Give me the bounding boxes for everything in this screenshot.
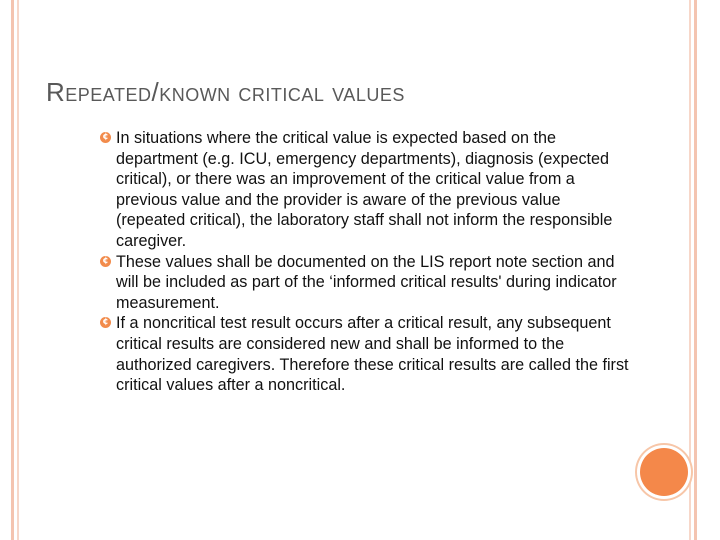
bullet-item <box>100 252 630 314</box>
bullet-item <box>100 313 630 395</box>
bullet-text: In situations where the critical value is expected based on the department (e.g. ICU, emergency departments), diagnosis (expected critical), or there was an improvement of the critical value from a previous value and the provider is aware of the previous value (repeated critical), the laboratory staff shall not inform the responsible caregiver. <box>116 129 613 250</box>
slide-title: Repeated/known critical values <box>46 77 405 107</box>
bullet-text: If a noncritical test result occurs after a critical result, any subsequent critical results are considered new and shall be informed to the authorized caregivers. Therefore these critical results are called the first critical values after a noncritical. <box>116 314 629 395</box>
decorative-circle <box>640 448 688 496</box>
bullet-icon: ¢ <box>100 317 111 328</box>
bullet-item <box>100 128 630 252</box>
bullet-text: These values shall be documented on the LIS report note section and will be included as part of the ‘informed critical results' during indicator measurement. <box>116 252 617 312</box>
bullet-list <box>100 128 630 396</box>
bullet-icon: ¢ <box>100 256 111 267</box>
bullet-icon: ¢ <box>100 132 111 143</box>
